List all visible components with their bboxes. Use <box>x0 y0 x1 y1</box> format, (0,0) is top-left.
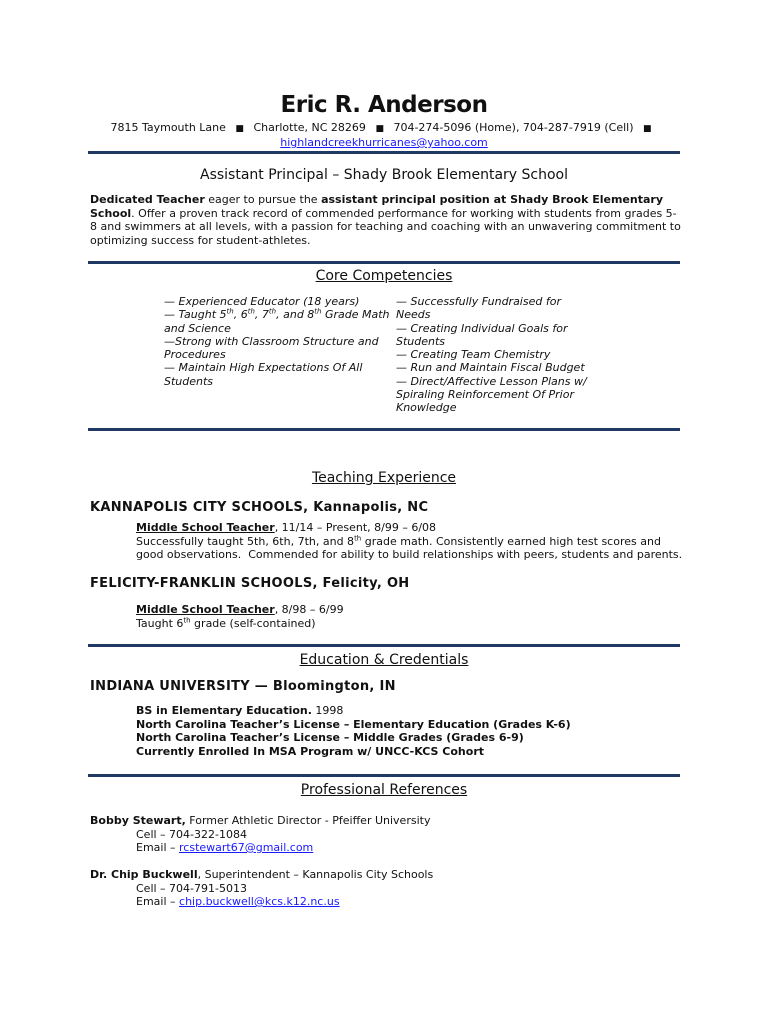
employer-name: KANNAPOLIS CITY SCHOOLS, Kannapolis, NC <box>90 500 429 515</box>
reference-email-link[interactable]: rcstewart67@gmail.com <box>179 841 314 854</box>
reference-cell: Cell – 704-791-5013 <box>136 881 247 895</box>
school-name: INDIANA UNIVERSITY — Bloomington, IN <box>90 679 396 694</box>
email-link[interactable]: highlandcreekhurricanes@yahoo.com <box>280 136 488 149</box>
education-heading: Education & Credentials <box>299 652 469 668</box>
job-description: Taught 6th grade (self-contained) <box>136 615 316 630</box>
competency-item: —Strong with Classroom Structure and Procedures <box>164 334 379 362</box>
address: 7815 Taymouth Lane <box>110 121 226 134</box>
objective-summary <box>90 193 682 247</box>
education-list <box>136 704 571 759</box>
reference-email-line: Email – chip.buckwell@kcs.k12.nc.us <box>136 895 340 908</box>
references-heading: Professional References <box>300 782 468 798</box>
city: Charlotte, NC 28269 <box>253 121 366 134</box>
reference-email-link[interactable]: chip.buckwell@kcs.k12.nc.us <box>179 895 340 908</box>
reference-entry <box>90 814 430 855</box>
section-divider <box>88 151 680 154</box>
section-divider <box>88 428 680 431</box>
contact-info <box>0 121 768 150</box>
competency-item: — Successfully Fundraised for Needs <box>396 295 561 322</box>
degree-line <box>136 704 571 718</box>
competency-item: — Run and Maintain Fiscal Budget <box>396 361 585 375</box>
reference-role: Former Athletic Director - Pfeiffer University <box>185 814 431 827</box>
competency-item: — Experienced Educator (18 years) <box>164 295 360 308</box>
degree-year: 1998 <box>311 704 344 717</box>
reference-email-line: Email – rcstewart67@gmail.com <box>136 841 314 854</box>
job-entry <box>136 603 684 630</box>
competencies-right-column <box>396 295 596 415</box>
employer-name: FELICITY-FRANKLIN SCHOOLS, Felicity, OH <box>90 576 410 591</box>
reference-name: Dr. Chip Buckwell <box>90 868 198 881</box>
job-dates: , 8/98 – 6/99 <box>274 603 344 616</box>
competencies-heading: Core Competencies <box>315 268 453 284</box>
competency-item: — Taught 5th, 6th, 7th, and 8th Grade Math and Science <box>164 307 390 335</box>
reference-cell: Cell – 704-322-1084 <box>136 827 247 841</box>
competency-item: — Maintain High Expectations Of All Students <box>164 361 363 388</box>
candidate-name: Eric R. Anderson <box>280 92 488 118</box>
reference-entry <box>90 868 433 909</box>
job-entry <box>136 521 684 562</box>
credential-item: North Carolina Teacher’s License – Elementary Education (Grades K-6) <box>136 717 571 731</box>
phone-numbers: 704-274-5096 (Home), 704-287-7919 (Cell) <box>393 121 634 134</box>
objective-text: . Offer a proven track record of commended performance for working with students from grades 5-8 and swimmers at all levels, with a passion for teaching and coaching with an unwavering commitment to optimizing success for student-athletes. <box>90 206 681 247</box>
section-divider <box>88 774 680 777</box>
bullet-separator: ■ <box>643 124 652 134</box>
job-description: Successfully taught 5th, 6th, 7th, and 8th grade math. Consistently earned high test scores and good observations. Commended for ability to build relationships with peers, students and parents. <box>136 533 683 561</box>
reference-name: Bobby Stewart, <box>90 814 186 827</box>
competencies-left-column <box>164 295 394 388</box>
job-title: Middle School Teacher <box>136 603 275 616</box>
objective-title: Assistant Principal – Shady Brook Elementary School <box>200 167 568 183</box>
reference-role: , Superintendent – Kannapolis City Schools <box>197 868 434 881</box>
job-title: Middle School Teacher <box>136 521 275 534</box>
credential-item: North Carolina Teacher’s License – Middle Grades (Grades 6-9) <box>136 731 524 745</box>
section-divider <box>88 644 680 647</box>
job-dates: , 11/14 – Present, 8/99 – 6/08 <box>274 521 437 534</box>
competency-item: — Creating Team Chemistry <box>396 348 551 362</box>
section-divider <box>88 261 680 264</box>
experience-heading: Teaching Experience <box>311 470 457 486</box>
objective-target: assistant principal position at Shady Brook Elementary School <box>90 193 664 220</box>
objective-lead: Dedicated Teacher <box>90 193 205 206</box>
competency-item: — Direct/Affective Lesson Plans w/ Spiraling Reinforcement Of Prior Knowledge <box>396 374 587 415</box>
competency-item: — Creating Individual Goals for Students <box>396 321 568 348</box>
bullet-separator: ■ <box>375 124 384 134</box>
credential-item: Currently Enrolled In MSA Program w/ UNCC-KCS Cohort <box>136 745 484 759</box>
objective-text: eager to pursue the <box>204 193 322 206</box>
bullet-separator: ■ <box>235 124 244 134</box>
degree: BS in Elementary Education. <box>136 704 312 717</box>
